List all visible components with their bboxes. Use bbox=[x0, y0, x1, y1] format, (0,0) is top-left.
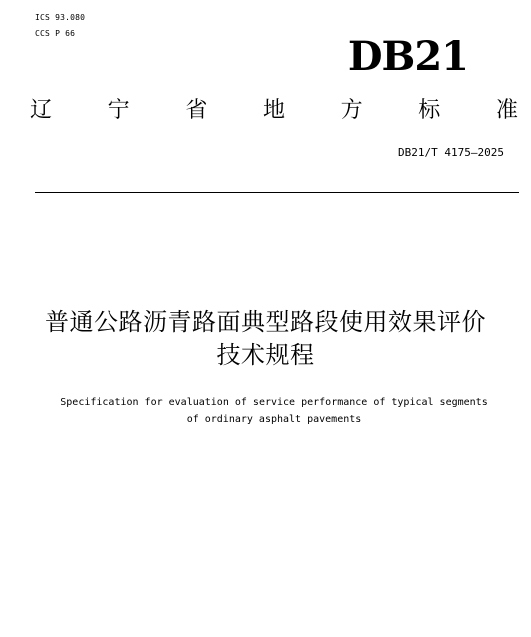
standard-type-char: 标 bbox=[418, 98, 441, 123]
title-cn-line-1: 普通公路沥青路面典型路段使用效果评价 bbox=[45, 308, 486, 336]
document-title-english bbox=[0, 394, 531, 428]
db21-logo: DB21 bbox=[347, 33, 468, 80]
title-en-line-2: of ordinary asphalt pavements bbox=[186, 414, 362, 425]
standard-type-char: 省 bbox=[185, 98, 208, 123]
ccs-code: CCS P 66 bbox=[35, 29, 76, 38]
standard-type-title bbox=[30, 96, 518, 126]
ics-code: ICS 93.080 bbox=[35, 13, 86, 22]
standard-type-char: 辽 bbox=[30, 98, 53, 123]
header-divider bbox=[35, 192, 519, 193]
standard-type-char: 方 bbox=[340, 98, 363, 123]
standard-number: DB21/T 4175—2025 bbox=[398, 146, 504, 159]
title-en-line-1: Specification for evaluation of service performance of typical segments bbox=[60, 397, 488, 408]
standard-type-char: 地 bbox=[262, 98, 285, 123]
standard-type-char: 宁 bbox=[107, 98, 130, 123]
document-title-chinese bbox=[0, 306, 531, 372]
standard-type-char: 准 bbox=[495, 98, 518, 123]
title-cn-line-2: 技术规程 bbox=[216, 341, 315, 369]
